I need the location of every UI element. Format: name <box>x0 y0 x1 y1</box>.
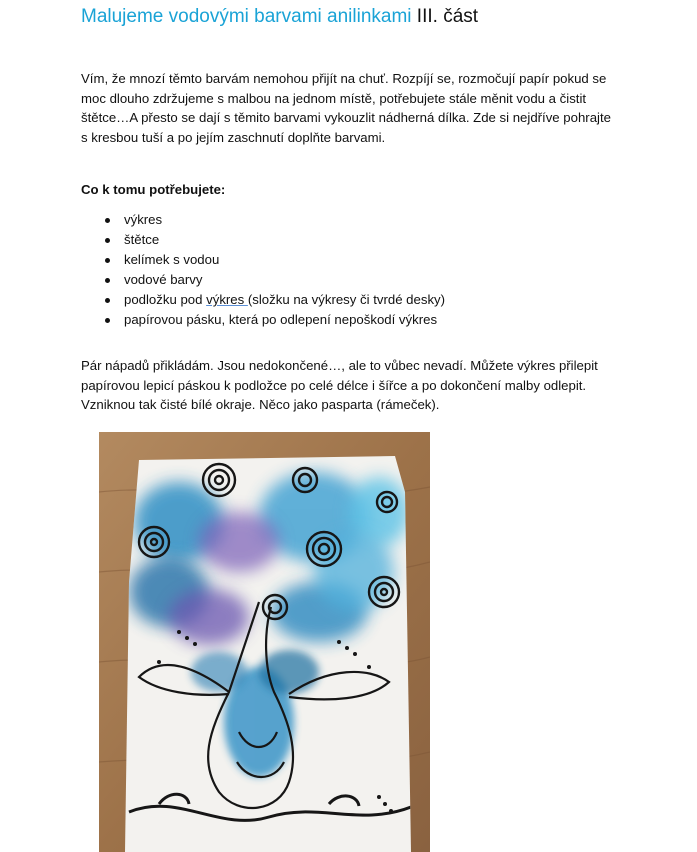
document-title <box>81 6 478 28</box>
intro-paragraph: Vím, že mnozí těmto barvám nemohou přijít na chuť. Rozpíjí se, rozmočují papír pokud se moc dlouho zdržujeme s malbou na jednom místě, potřebujete stále měnit vodu a čistit štětce…A přesto se dají s těmito barvami vykouzlit nádherná dílka. Zde si nejdříve pohrajte s kresbou tuší a po jejím zaschnutí doplňte barvami. <box>81 71 611 145</box>
list-item: štětce <box>81 230 445 250</box>
supplies-list <box>81 210 445 330</box>
list-item: papírovou pásku, která po odlepení nepoškodí výkres <box>81 310 445 330</box>
tips-paragraph: Pár nápadů přikládám. Jsou nedokončené…, ale to vůbec nevadí. Můžete výkres přilepit papírovou lepicí páskou k podložce po celé délce i šířce a po dokončení malby odlepit. Vzniknou tak čisté bílé okraje. Něco jako pasparta (rámeček). <box>81 358 598 412</box>
item-text-before: podložku pod <box>124 292 207 307</box>
artwork-photo <box>99 432 430 852</box>
list-item: kelímek s vodou <box>81 250 445 270</box>
item-text-after: (složku na výkresy či tvrdé desky) <box>247 292 446 307</box>
title-accent: Malujeme vodovými barvami anilinkami <box>81 6 412 27</box>
title-rest: III. část <box>411 6 479 27</box>
item-text-underlined: výkres <box>206 292 248 307</box>
list-item: vodové barvy <box>81 270 445 290</box>
list-item <box>81 290 445 310</box>
list-item: výkres <box>81 210 445 230</box>
needs-heading: Co k tomu potřebujete: <box>81 182 226 197</box>
